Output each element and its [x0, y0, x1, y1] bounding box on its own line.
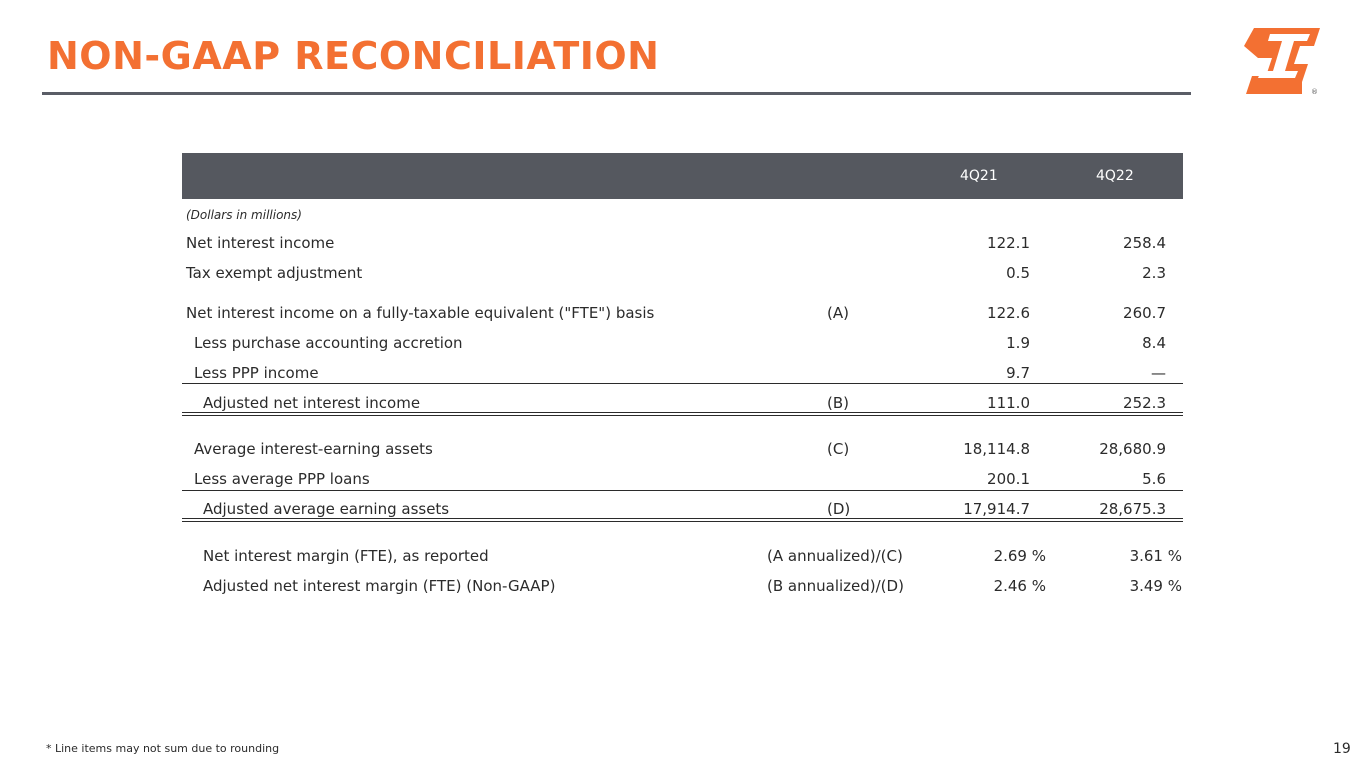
table-header: [182, 153, 1183, 199]
value-4q21: 0.5: [1006, 264, 1030, 282]
units-note: (Dollars in millions): [186, 208, 302, 222]
subtotal-rule: [182, 383, 1183, 384]
value-4q21: 111.0: [987, 394, 1030, 412]
row-label: Net interest income on a fully-taxable equivalent ("FTE") basis: [186, 304, 655, 322]
row-reference: (A): [827, 304, 849, 322]
row-label: Adjusted average earning assets: [203, 500, 450, 518]
total-double-rule: [182, 412, 1183, 416]
value-4q22: 5.6: [1142, 470, 1166, 488]
subtotal-rule: [182, 490, 1183, 491]
value-4q22: 28,675.3: [1099, 500, 1166, 518]
value-4q22: 258.4: [1123, 234, 1166, 252]
row-label: Less purchase accounting accretion: [194, 334, 463, 352]
row-label: Average interest-earning assets: [194, 440, 433, 458]
table-row: [182, 547, 1183, 571]
reconciliation-table: [182, 153, 1183, 595]
value-4q21: 2.69 %: [993, 547, 1046, 565]
value-4q21: 17,914.7: [963, 500, 1030, 518]
value-4q22: —: [1151, 364, 1166, 382]
column-header-4q22: 4Q22: [1096, 168, 1134, 184]
table-row: [182, 364, 1183, 388]
table-row: [182, 440, 1183, 464]
row-label: Less PPP income: [194, 364, 319, 382]
row-formula: (A annualized)/(C): [767, 547, 903, 565]
row-formula: (B annualized)/(D): [767, 577, 904, 595]
table-row: [182, 264, 1183, 288]
row-reference: (C): [827, 440, 850, 458]
row-label: Adjusted net interest income: [203, 394, 421, 412]
row-reference: (D): [827, 500, 851, 518]
value-4q22: 3.61 %: [1129, 547, 1182, 565]
value-4q22: 3.49 %: [1129, 577, 1182, 595]
table-row: [182, 304, 1183, 328]
value-4q21: 9.7: [1006, 364, 1030, 382]
value-4q21: 1.9: [1006, 334, 1030, 352]
title-divider: [42, 92, 1191, 95]
row-label: Tax exempt adjustment: [186, 264, 363, 282]
row-label: Adjusted net interest margin (FTE) (Non-GAAP): [203, 577, 556, 595]
value-4q21: 2.46 %: [993, 577, 1046, 595]
company-logo-icon: [1240, 24, 1324, 98]
page-number: 19: [1333, 741, 1351, 757]
value-4q21: 200.1: [987, 470, 1030, 488]
table-row: [182, 234, 1183, 258]
table-row: [182, 334, 1183, 358]
table-row: [182, 577, 1183, 601]
footnote: * Line items may not sum due to rounding: [46, 742, 280, 755]
value-4q21: 18,114.8: [963, 440, 1030, 458]
row-reference: (B): [827, 394, 849, 412]
value-4q22: 252.3: [1123, 394, 1166, 412]
row-label: Less average PPP loans: [194, 470, 370, 488]
value-4q22: 2.3: [1142, 264, 1166, 282]
total-double-rule: [182, 518, 1183, 522]
value-4q22: 260.7: [1123, 304, 1166, 322]
row-label: Net interest margin (FTE), as reported: [203, 547, 489, 565]
value-4q21: 122.6: [987, 304, 1030, 322]
value-4q22: 8.4: [1142, 334, 1166, 352]
value-4q22: 28,680.9: [1099, 440, 1166, 458]
registered-mark: ®: [1311, 88, 1318, 96]
column-header-4q21: 4Q21: [960, 168, 998, 184]
row-label: Net interest income: [186, 234, 335, 252]
page-title: NON-GAAP RECONCILIATION: [47, 34, 660, 78]
value-4q21: 122.1: [987, 234, 1030, 252]
